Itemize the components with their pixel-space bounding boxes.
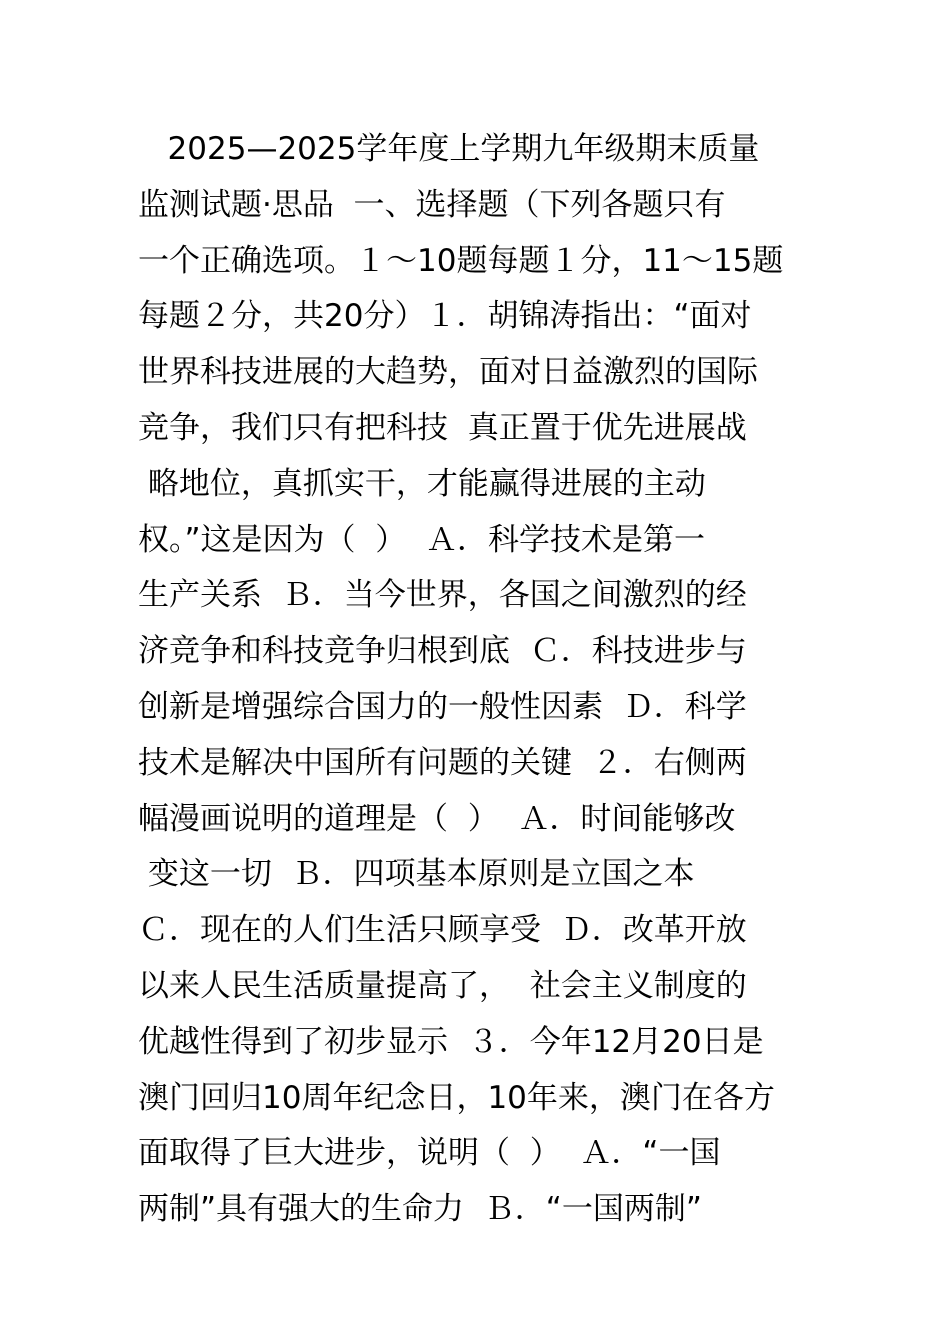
text-line: Ｃ．现在的人们生活只顾享受 Ｄ．改革开放 — [138, 912, 747, 949]
text-line: 竞争，我们只有把科技 真正置于优先进展战 — [138, 409, 747, 446]
text-line: 世界科技进展的大趋势，面对日益激烈的国际 — [138, 354, 758, 391]
text-line: 济竞争和科技竞争归根到底 Ｃ．科技进步与 — [138, 633, 747, 670]
text-line: 每题２分，共20分）１．胡锦涛指出：“面对 — [138, 298, 752, 335]
text-line: 澳门回归10周年纪念日，10年来，澳门在各方 — [138, 1079, 775, 1116]
text-line: 技术是解决中国所有问题的关键 ２．右侧两 — [138, 744, 747, 781]
text-line: 幅漫画说明的道理是（ ） Ａ．时间能够改 — [138, 800, 736, 837]
text-line: 两制”具有强大的生命力 Ｂ．“一国两制” — [138, 1191, 702, 1228]
text-line: 监测试题·思品 一、选择题（下列各题只有 — [138, 186, 726, 223]
text-line: 创新是增强综合国力的一般性因素 Ｄ．科学 — [138, 688, 747, 725]
text-line: 面取得了巨大进步，说明（ ） Ａ．“一国 — [138, 1135, 721, 1172]
text-line: 一个正确选项。１～10题每题１分，11～15题 — [138, 242, 784, 279]
text-line: 2025—2025学年度上学期九年级期末质量 — [138, 131, 760, 167]
document-body — [138, 122, 818, 1238]
text-line: 以来人民生活质量提高了， 社会主义制度的 — [138, 967, 747, 1004]
text-line: 变这一切 Ｂ．四项基本原则是立国之本 — [138, 856, 695, 893]
text-line: 生产关系 Ｂ．当今世界，各国之间激烈的经 — [138, 577, 747, 614]
text-line: 优越性得到了初步显示 ３．今年12月20日是 — [138, 1023, 764, 1060]
text-line: 略地位，真抓实干，才能赢得进展的主动 — [138, 465, 706, 502]
text-line: 权。”这是因为（ ） Ａ．科学技术是第一 — [138, 521, 705, 558]
